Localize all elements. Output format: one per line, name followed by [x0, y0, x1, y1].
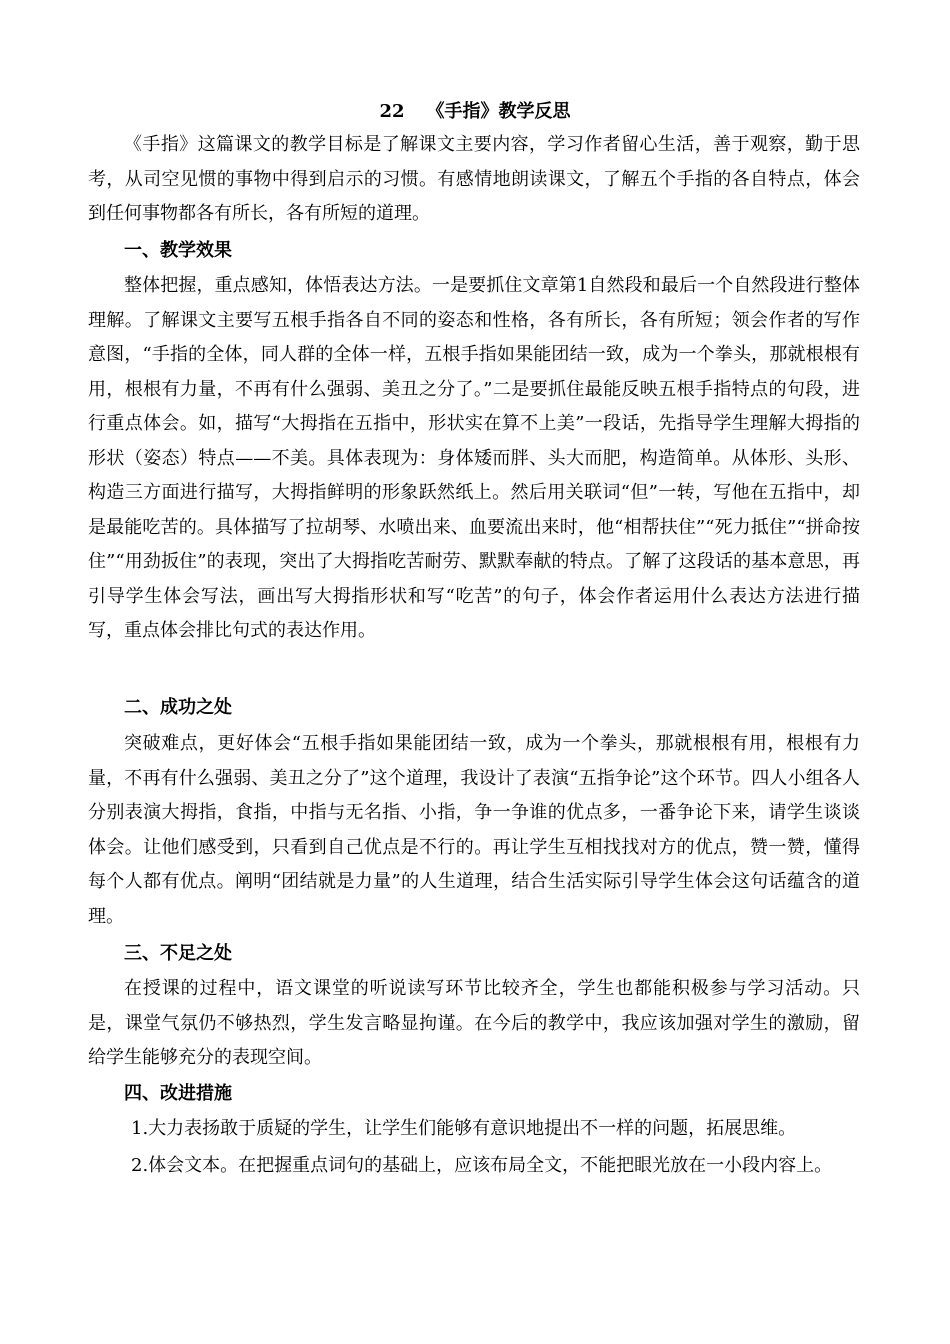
improvement-item-2: 2.体会文本。在把握重点词句的基础上，应该布局全文，不能把眼光放在一小段内容上。	[131, 1155, 833, 1176]
section-heading-improvement: 四、改进措施	[124, 1083, 232, 1104]
title-text: 《手指》教学反思	[426, 101, 571, 122]
document-title	[0, 95, 950, 129]
improvement-item-1: 1.大力表扬敢于质疑的学生，让学生们能够有意识地提出不一样的问题，拓展思维。	[131, 1118, 797, 1139]
section-body-success: 突破难点，更好体会“五根手指如果能团结一致，成为一个拳头，那就根根有用，根根有力量，不再有什么强弱、美丑之分了”这个道理，我设计了表演“五指争论”这个环节。四人小组各人分别表演大拇指，食指，中指与无名指、小指，争一争谁的优点多，一番争论下来，请学生谈谈体会。让他们感受到，只看到自己优点是不行的。再让学生互相找找对方的优点，赞一赞，懂得每个人都有优点。阐明“团结就是力量”的人生道理，结合生活实际引导学生体会这句话蕴含的道理。	[88, 733, 860, 927]
title-number: 22	[379, 101, 405, 122]
section-body-shortcoming: 在授课的过程中，语文课堂的听说读写环节比较齐全，学生也都能积极参与学习活动。只是，课堂气氛仍不够热烈，学生发言略显拘谨。在今后的教学中，我应该加强对学生的激励，留给学生能够充分的表现空间。	[88, 978, 860, 1068]
section-heading-success: 二、成功之处	[124, 697, 232, 718]
section-heading-shortcoming: 三、不足之处	[124, 943, 232, 964]
intro-paragraph: 《手指》这篇课文的教学目标是了解课文主要内容，学习作者留心生活，善于观察，勤于思考，从司空见惯的事物中得到启示的习惯。有感情地朗读课文，了解五个手指的各自特点，体会到任何事物都各有所长，各有所短的道理。	[88, 134, 860, 224]
section-heading-effect: 一、教学效果	[124, 240, 232, 261]
section-body-effect: 整体把握，重点感知，体悟表达方法。一是要抓住文章第1自然段和最后一个自然段进行整体理解。了解课文主要写五根手指各自不同的姿态和性格，各有所长，各有所短；领会作者的写作意图，“手指的全体，同人群的全体一样，五根手指如果能团结一致，成为一个拳头，那就根根有用，根根有力量，不再有什么强弱、美丑之分了。”二是要抓住最能反映五根手指特点的句段，进行重点体会。如，描写“大拇指在五指中，形状实在算不上美”一段话，先指导学生理解大拇指的形状（姿态）特点——不美。具体表现为：身体矮而胖、头大而肥，构造简单。从体形、头形、构造三方面进行描写，大拇指鲜明的形象跃然纸上。然后用关联词“但”一转，写他在五指中，却是最能吃苦的。具体描写了拉胡琴、水喷出来、血要流出来时，他“相帮扶住”“死力抵住”“拼命按住”“用劲扳住”的表现，突出了大拇指吃苦耐劳、默默奉献的特点。了解了这段话的基本意思，再引导学生体会写法，画出写大拇指形状和写“吃苦”的句子，体会作者运用什么表达方法进行描写，重点体会排比句式的表达作用。	[88, 275, 860, 641]
